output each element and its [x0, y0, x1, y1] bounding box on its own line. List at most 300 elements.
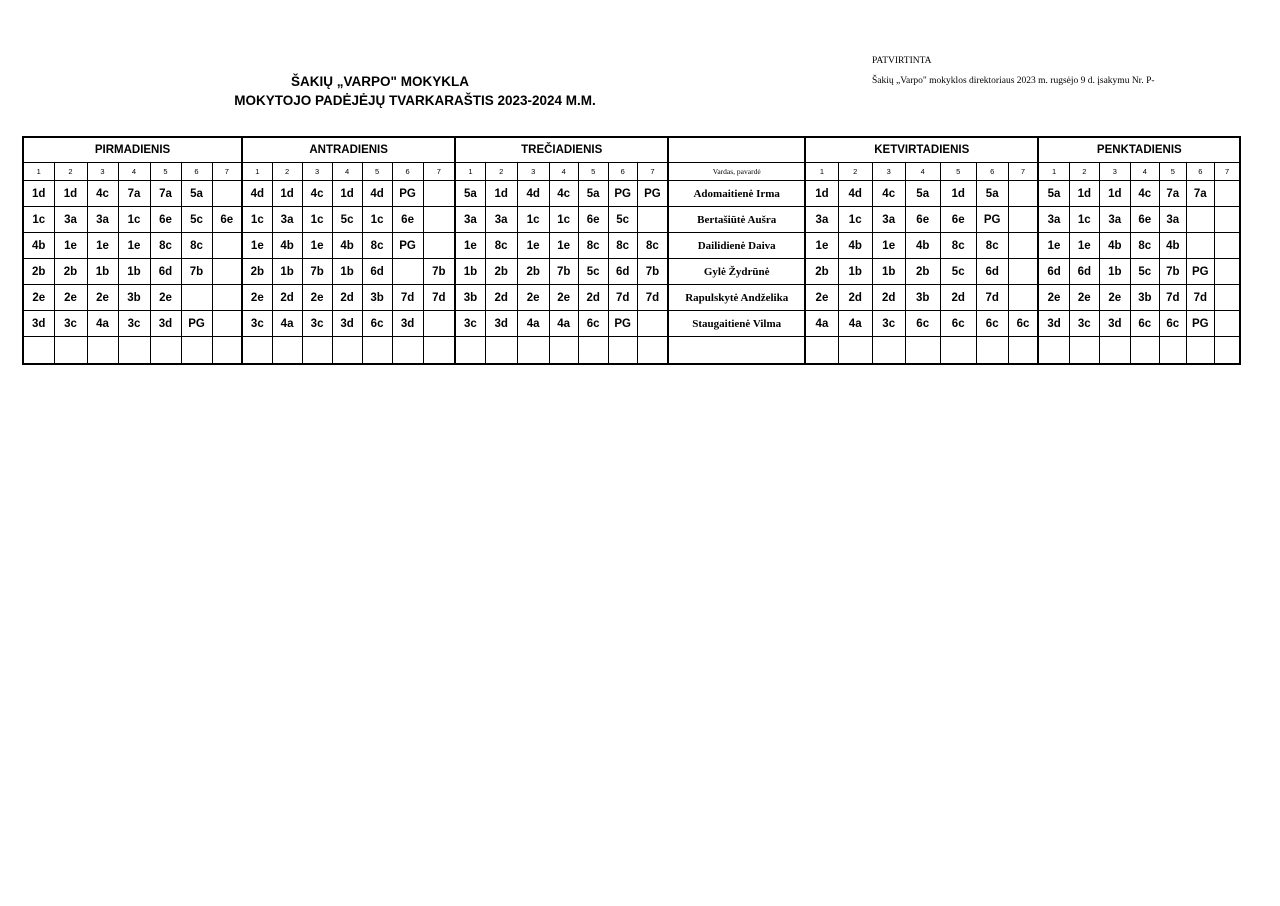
schedule-cell: 2e: [517, 285, 549, 311]
schedule-table: [22, 136, 1241, 365]
schedule-cell: 4c: [872, 181, 905, 207]
schedule-cell: 7d: [1186, 285, 1214, 311]
schedule-cell: 5a: [976, 181, 1008, 207]
empty-cell: [1214, 337, 1240, 365]
schedule-cell: 1e: [242, 233, 272, 259]
schedule-cell: [1214, 259, 1240, 285]
schedule-cell: 3d: [1038, 311, 1069, 337]
schedule-cell: 6c: [362, 311, 392, 337]
empty-cell: [976, 337, 1008, 365]
schedule-cell: [423, 181, 455, 207]
schedule-cell: 5c: [940, 259, 976, 285]
schedule-cell: 3a: [455, 207, 485, 233]
schedule-cell: 6c: [578, 311, 608, 337]
lesson-number: 1: [242, 163, 272, 181]
schedule-cell: 3a: [54, 207, 87, 233]
schedule-cell: [1008, 181, 1038, 207]
schedule-cell: 1d: [1099, 181, 1130, 207]
lesson-number: 5: [362, 163, 392, 181]
lesson-number: 2: [54, 163, 87, 181]
day-header: PENKTADIENIS: [1038, 137, 1240, 163]
schedule-cell: 1b: [838, 259, 872, 285]
schedule-cell: 3b: [905, 285, 940, 311]
schedule-cell: [423, 233, 455, 259]
empty-cell: [23, 337, 54, 365]
schedule-cell: 3c: [242, 311, 272, 337]
schedule-cell: 2e: [1099, 285, 1130, 311]
schedule-cell: PG: [608, 311, 637, 337]
schedule-cell: 7d: [976, 285, 1008, 311]
empty-cell: [1159, 337, 1186, 365]
empty-cell: [485, 337, 517, 365]
lesson-number: 1: [1038, 163, 1069, 181]
empty-cell: [87, 337, 118, 365]
schedule-cell: [1214, 311, 1240, 337]
lesson-number: 1: [455, 163, 485, 181]
table-row: [23, 233, 1240, 259]
schedule-cell: 1c: [118, 207, 150, 233]
schedule-cell: 3a: [872, 207, 905, 233]
day-header: TREČIADIENIS: [455, 137, 668, 163]
lesson-number: 6: [181, 163, 212, 181]
lesson-number: 4: [332, 163, 362, 181]
schedule-cell: 6e: [150, 207, 181, 233]
schedule-cell: 6e: [905, 207, 940, 233]
schedule-cell: [1008, 233, 1038, 259]
lesson-number: 1: [23, 163, 54, 181]
schedule-cell: [181, 285, 212, 311]
schedule-cell: 3d: [332, 311, 362, 337]
empty-cell: [805, 337, 838, 365]
schedule-cell: [1186, 207, 1214, 233]
schedule-cell: [392, 259, 423, 285]
schedule-cell: 3c: [455, 311, 485, 337]
schedule-cell: 2e: [805, 285, 838, 311]
schedule-cell: [1008, 207, 1038, 233]
schedule-cell: 6e: [940, 207, 976, 233]
schedule-cell: 4c: [87, 181, 118, 207]
schedule-cell: 7b: [302, 259, 332, 285]
schedule-cell: 6c: [940, 311, 976, 337]
schedule-cell: 4a: [87, 311, 118, 337]
schedule-cell: PG: [637, 181, 668, 207]
day-header: KETVIRTADIENIS: [805, 137, 1038, 163]
schedule-cell: 1d: [805, 181, 838, 207]
schedule-cell: [637, 311, 668, 337]
teacher-assistant-name: Adomaitienė Irma: [668, 181, 805, 207]
lesson-number: 3: [1099, 163, 1130, 181]
schedule-cell: 4a: [805, 311, 838, 337]
schedule-cell: 7b: [637, 259, 668, 285]
table-row: [23, 181, 1240, 207]
empty-cell: [940, 337, 976, 365]
schedule-cell: 1e: [118, 233, 150, 259]
schedule-cell: 3d: [485, 311, 517, 337]
schedule-cell: 6d: [976, 259, 1008, 285]
schedule-cell: 2d: [940, 285, 976, 311]
schedule-cell: 6c: [1008, 311, 1038, 337]
schedule-cell: 1c: [549, 207, 578, 233]
empty-cell: [608, 337, 637, 365]
approval-order-text: Šakių „Varpo" mokyklos direktoriaus 2023 m. rugsėjo 9 d. įsakymu Nr. P-: [872, 76, 1155, 86]
schedule-cell: 1c: [23, 207, 54, 233]
schedule-cell: 8c: [485, 233, 517, 259]
table-row: [23, 311, 1240, 337]
schedule-cell: 2e: [549, 285, 578, 311]
schedule-cell: 3c: [118, 311, 150, 337]
schedule-cell: PG: [608, 181, 637, 207]
schedule-cell: 8c: [637, 233, 668, 259]
day-header: PIRMADIENIS: [23, 137, 242, 163]
schedule-cell: [1214, 285, 1240, 311]
lesson-number: 2: [838, 163, 872, 181]
lesson-number: 2: [272, 163, 302, 181]
schedule-cell: 1b: [87, 259, 118, 285]
schedule-cell: 8c: [150, 233, 181, 259]
schedule-cell: 3c: [54, 311, 87, 337]
schedule-cell: 5c: [578, 259, 608, 285]
lesson-number: 5: [1159, 163, 1186, 181]
lesson-number: 6: [1186, 163, 1214, 181]
schedule-cell: 7a: [150, 181, 181, 207]
schedule-cell: 5a: [455, 181, 485, 207]
schedule-cell: [637, 207, 668, 233]
schedule-cell: PG: [392, 181, 423, 207]
schedule-cell: 1e: [54, 233, 87, 259]
empty-cell: [362, 337, 392, 365]
schedule-cell: 6d: [1038, 259, 1069, 285]
lesson-number: 7: [637, 163, 668, 181]
schedule-cell: 4d: [242, 181, 272, 207]
schedule-cell: 1d: [485, 181, 517, 207]
schedule-cell: 6c: [1159, 311, 1186, 337]
schedule-cell: 1b: [272, 259, 302, 285]
schedule-cell: 2b: [485, 259, 517, 285]
empty-cell: [181, 337, 212, 365]
schedule-cell: 6e: [392, 207, 423, 233]
schedule-cell: [212, 181, 242, 207]
schedule-cell: 1c: [302, 207, 332, 233]
schedule-cell: 4d: [838, 181, 872, 207]
schedule-cell: 2e: [1038, 285, 1069, 311]
table-row: [23, 259, 1240, 285]
schedule-cell: 1b: [872, 259, 905, 285]
schedule-cell: 7a: [118, 181, 150, 207]
schedule-cell: 2e: [23, 285, 54, 311]
empty-cell: [392, 337, 423, 365]
name-column-header: Vardas, pavardė: [668, 163, 805, 181]
schedule-cell: 2b: [517, 259, 549, 285]
schedule-cell: 1e: [1038, 233, 1069, 259]
schedule-cell: [212, 285, 242, 311]
schedule-cell: PG: [976, 207, 1008, 233]
lesson-number: 4: [118, 163, 150, 181]
schedule-cell: 4b: [272, 233, 302, 259]
schedule-cell: 5a: [181, 181, 212, 207]
schedule-cell: 1b: [455, 259, 485, 285]
schedule-cell: 4b: [905, 233, 940, 259]
schedule-cell: 2d: [332, 285, 362, 311]
lesson-number: 4: [905, 163, 940, 181]
schedule-cell: 6d: [608, 259, 637, 285]
schedule-cell: 7d: [392, 285, 423, 311]
schedule-cell: 4c: [1130, 181, 1159, 207]
schedule-cell: 2d: [272, 285, 302, 311]
schedule-cell: 1e: [455, 233, 485, 259]
schedule-cell: 6c: [1130, 311, 1159, 337]
schedule-cell: 7d: [1159, 285, 1186, 311]
schedule-cell: 3a: [485, 207, 517, 233]
schedule-cell: 6c: [976, 311, 1008, 337]
schedule-cell: 4a: [517, 311, 549, 337]
schedule-cell: 3b: [455, 285, 485, 311]
schedule-cell: 1d: [332, 181, 362, 207]
lesson-number: 3: [517, 163, 549, 181]
schedule-cell: 2b: [54, 259, 87, 285]
schedule-cell: 2b: [805, 259, 838, 285]
teacher-assistant-name: Dailidienė Daiva: [668, 233, 805, 259]
empty-cell: [423, 337, 455, 365]
schedule-cell: 6e: [578, 207, 608, 233]
lesson-number: 7: [1008, 163, 1038, 181]
schedule-cell: 1e: [805, 233, 838, 259]
empty-cell: [54, 337, 87, 365]
schedule-cell: 1b: [1099, 259, 1130, 285]
schedule-cell: 4b: [1159, 233, 1186, 259]
schedule-cell: [1008, 259, 1038, 285]
schedule-cell: 1b: [118, 259, 150, 285]
teacher-assistant-name: Gylė Žydrūnė: [668, 259, 805, 285]
schedule-cell: [423, 311, 455, 337]
empty-cell: [332, 337, 362, 365]
empty-cell: [455, 337, 485, 365]
lesson-number: 4: [549, 163, 578, 181]
schedule-cell: 2e: [1069, 285, 1099, 311]
schedule-cell: 6c: [905, 311, 940, 337]
schedule-cell: [1214, 181, 1240, 207]
schedule-cell: 1e: [872, 233, 905, 259]
schedule-cell: 3a: [1038, 207, 1069, 233]
schedule-cell: PG: [1186, 311, 1214, 337]
name-header-top: [668, 137, 805, 163]
schedule-cell: 8c: [976, 233, 1008, 259]
approval-block: [872, 56, 1155, 86]
schedule-cell: 7a: [1186, 181, 1214, 207]
schedule-cell: 1c: [242, 207, 272, 233]
schedule-cell: 1e: [1069, 233, 1099, 259]
schedule-cell: [1008, 285, 1038, 311]
empty-cell: [1099, 337, 1130, 365]
schedule-cell: [1214, 207, 1240, 233]
schedule-cell: 4d: [517, 181, 549, 207]
schedule-cell: 3b: [118, 285, 150, 311]
lesson-number: 1: [805, 163, 838, 181]
schedule-cell: [423, 207, 455, 233]
lesson-number: 2: [485, 163, 517, 181]
day-header: ANTRADIENIS: [242, 137, 455, 163]
schedule-cell: 4a: [272, 311, 302, 337]
schedule-cell: 1d: [940, 181, 976, 207]
schedule-cell: 1e: [302, 233, 332, 259]
schedule-cell: 6e: [1130, 207, 1159, 233]
schedule-cell: 3d: [23, 311, 54, 337]
empty-cell: [302, 337, 332, 365]
schedule-cell: 6d: [1069, 259, 1099, 285]
empty-cell: [1069, 337, 1099, 365]
schedule-cell: 3b: [362, 285, 392, 311]
empty-cell: [517, 337, 549, 365]
empty-cell: [578, 337, 608, 365]
schedule-cell: 4d: [362, 181, 392, 207]
schedule-cell: 7b: [1159, 259, 1186, 285]
schedule-cell: 1d: [1069, 181, 1099, 207]
lesson-number: 3: [302, 163, 332, 181]
schedule-cell: 1b: [332, 259, 362, 285]
schedule-cell: 4a: [838, 311, 872, 337]
schedule-cell: 3c: [872, 311, 905, 337]
schedule-cell: 2d: [872, 285, 905, 311]
schedule-cell: 2e: [302, 285, 332, 311]
lesson-number: 5: [940, 163, 976, 181]
schedule-cell: 1e: [549, 233, 578, 259]
schedule-cell: 1c: [517, 207, 549, 233]
schedule-cell: PG: [1186, 259, 1214, 285]
empty-cell: [118, 337, 150, 365]
lesson-number: 6: [608, 163, 637, 181]
teacher-assistant-name: Rapulskytė Andželika: [668, 285, 805, 311]
schedule-cell: 4a: [549, 311, 578, 337]
schedule-cell: 3d: [1099, 311, 1130, 337]
schedule-cell: 3d: [392, 311, 423, 337]
schedule-cell: 5c: [332, 207, 362, 233]
schedule-cell: 7d: [423, 285, 455, 311]
schedule-cell: [212, 259, 242, 285]
schedule-cell: PG: [181, 311, 212, 337]
document-title: [140, 72, 690, 110]
schedule-cell: 6d: [362, 259, 392, 285]
lesson-number: 7: [1214, 163, 1240, 181]
schedule-cell: 3a: [1099, 207, 1130, 233]
schedule-cell: 5a: [905, 181, 940, 207]
teacher-assistant-name: Staugaitienė Vilma: [668, 311, 805, 337]
schedule-cell: 2b: [905, 259, 940, 285]
schedule-cell: 5c: [608, 207, 637, 233]
schedule-cell: 4c: [549, 181, 578, 207]
lesson-number: 6: [976, 163, 1008, 181]
table-row: [23, 207, 1240, 233]
schedule-cell: 5a: [1038, 181, 1069, 207]
empty-cell: [905, 337, 940, 365]
schedule-cell: 2d: [578, 285, 608, 311]
schedule-cell: 5a: [578, 181, 608, 207]
schedule-cell: 4b: [1099, 233, 1130, 259]
schedule-cell: 3a: [272, 207, 302, 233]
schedule-cell: 4b: [23, 233, 54, 259]
schedule-cell: 2d: [838, 285, 872, 311]
schedule-cell: 1d: [23, 181, 54, 207]
schedule-cell: [1186, 233, 1214, 259]
empty-cell: [1130, 337, 1159, 365]
empty-cell: [637, 337, 668, 365]
empty-cell: [242, 337, 272, 365]
schedule-cell: [1214, 233, 1240, 259]
schedule-cell: 1c: [1069, 207, 1099, 233]
schedule-cell: 8c: [362, 233, 392, 259]
lesson-number: 3: [872, 163, 905, 181]
schedule-cell: PG: [392, 233, 423, 259]
schedule-cell: 6d: [150, 259, 181, 285]
empty-cell: [838, 337, 872, 365]
schedule-cell: 3c: [1069, 311, 1099, 337]
schedule-cell: 2e: [54, 285, 87, 311]
empty-cell: [272, 337, 302, 365]
schedule-cell: 2e: [150, 285, 181, 311]
empty-cell: [1038, 337, 1069, 365]
lesson-number: 5: [150, 163, 181, 181]
schedule-cell: 3a: [87, 207, 118, 233]
schedule-cell: 6e: [212, 207, 242, 233]
schedule-cell: 8c: [181, 233, 212, 259]
schedule-cell: [212, 311, 242, 337]
schedule-cell: 2e: [87, 285, 118, 311]
schedule-cell: 2b: [242, 259, 272, 285]
schedule-cell: 1c: [362, 207, 392, 233]
schedule-cell: 4b: [332, 233, 362, 259]
empty-cell: [150, 337, 181, 365]
schedule-cell: 1d: [272, 181, 302, 207]
schedule-cell: 1d: [54, 181, 87, 207]
schedule-cell: 7b: [549, 259, 578, 285]
schedule-cell: 7d: [637, 285, 668, 311]
lesson-number: 2: [1069, 163, 1099, 181]
schedule-cell: 5c: [181, 207, 212, 233]
schedule-cell: 8c: [608, 233, 637, 259]
school-name: ŠAKIŲ „VARPO" MOKYKLA: [291, 74, 469, 89]
schedule-cell: 3b: [1130, 285, 1159, 311]
lesson-number: 7: [212, 163, 242, 181]
schedule-cell: 3a: [1159, 207, 1186, 233]
schedule-cell: 2e: [242, 285, 272, 311]
teacher-assistant-name: Bertašiūtė Aušra: [668, 207, 805, 233]
schedule-cell: 7d: [608, 285, 637, 311]
schedule-cell: 8c: [1130, 233, 1159, 259]
empty-cell: [212, 337, 242, 365]
empty-cell: [549, 337, 578, 365]
schedule-cell: 3d: [150, 311, 181, 337]
schedule-title: MOKYTOJO PADĖJĖJŲ TVARKARAŠTIS 2023-2024 M.M.: [234, 93, 596, 108]
lesson-number: 3: [87, 163, 118, 181]
schedule-cell: 3a: [805, 207, 838, 233]
schedule-cell: 4b: [838, 233, 872, 259]
schedule-cell: 7a: [1159, 181, 1186, 207]
lesson-number: 5: [578, 163, 608, 181]
approval-label: PATVIRTINTA: [872, 56, 932, 66]
empty-cell: [1008, 337, 1038, 365]
lesson-number: 4: [1130, 163, 1159, 181]
schedule-cell: 3c: [302, 311, 332, 337]
schedule-cell: 8c: [578, 233, 608, 259]
schedule-cell: 1c: [838, 207, 872, 233]
schedule-cell: 5c: [1130, 259, 1159, 285]
schedule-cell: 2d: [485, 285, 517, 311]
empty-cell: [872, 337, 905, 365]
lesson-number: 6: [392, 163, 423, 181]
schedule-cell: 7b: [423, 259, 455, 285]
schedule-cell: 1e: [87, 233, 118, 259]
table-row: [23, 285, 1240, 311]
schedule-cell: 8c: [940, 233, 976, 259]
schedule-cell: [212, 233, 242, 259]
